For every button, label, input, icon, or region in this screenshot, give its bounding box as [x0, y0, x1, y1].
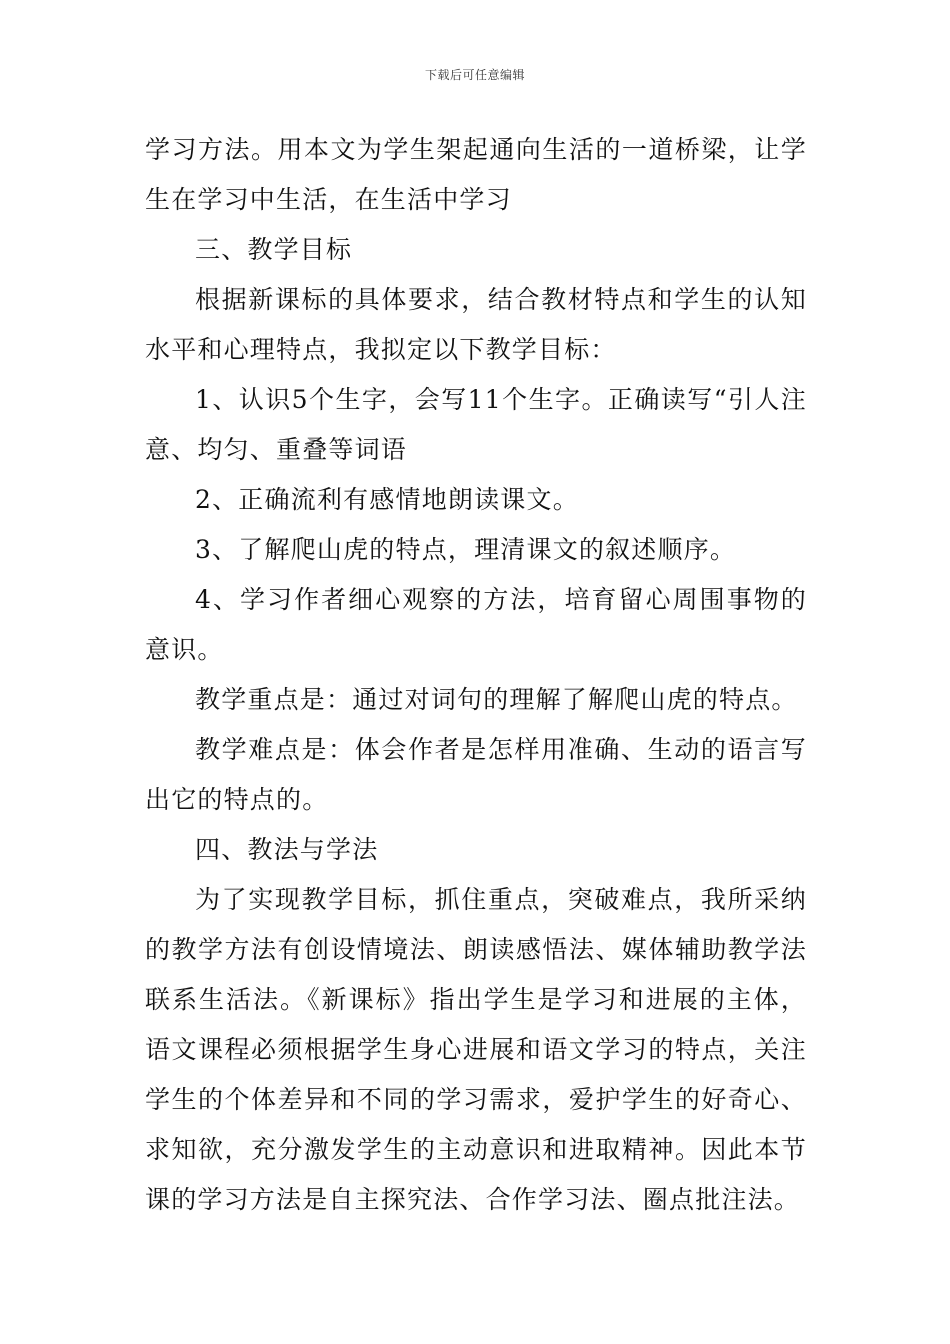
paragraph: 为了实现教学目标，抓住重点，突破难点，我所采纳的教学方法有创设情境法、朗读感悟法、媒体辅助教学法联系生活法。《新课标》指出学生是学习和进展的主体，语文课程必须根据学生身心进展和语文学习的特点，关注学生的个体差异和不同的学习需求，爱护学生的好奇心、求知欲，充分激发学生的主动意识和进取精神。因此本节课的学习方法是自主探究法、合作学习法、圈点批注法。 — [145, 885, 807, 1214]
goal-item-3: 3、了解爬山虎的特点，理清课文的叙述顺序。 — [195, 535, 737, 564]
page-header: 下载后可任意编辑 — [424, 68, 525, 82]
goal-item-2: 2、正确流利有感情地朗读课文。 — [195, 485, 579, 514]
teaching-key-point: 教学重点是：通过对词句的理解了解爬山虎的特点。 — [195, 685, 798, 714]
section-heading-methods: 四、教法与学法 — [195, 835, 379, 864]
paragraph: 学习方法。用本文为学生架起通向生活的一道桥梁，让学生在学习中生活，在生活中学习 — [145, 135, 807, 214]
goal-item-1: 1、认识5个生字，会写11个生字。正确读写“引人注意、均匀、重叠等词语 — [145, 385, 807, 464]
paragraph: 根据新课标的具体要求，结合教材特点和学生的认知水平和心理特点，我拟定以下教学目标： — [145, 285, 807, 364]
teaching-difficulty: 教学难点是：体会作者是怎样用准确、生动的语言写出它的特点的。 — [145, 735, 807, 814]
goal-item-4: 4、学习作者细心观察的方法，培育留心周围事物的意识。 — [145, 585, 807, 664]
section-heading-teaching-goals: 三、教学目标 — [195, 235, 353, 264]
document-body — [145, 125, 807, 1225]
